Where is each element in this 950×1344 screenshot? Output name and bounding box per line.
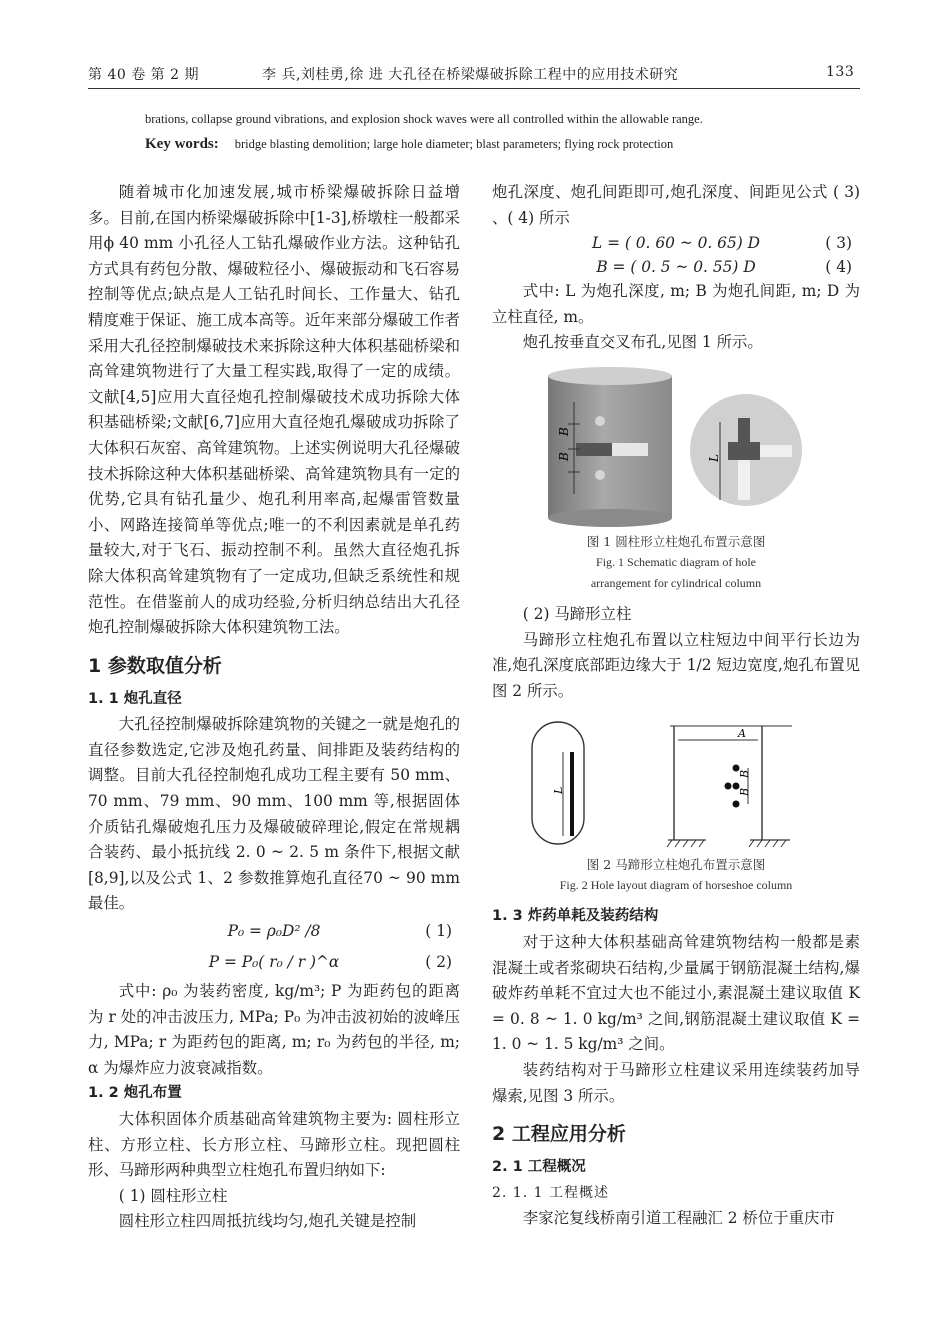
equation-3-body: L = ( 0. 60 ~ 0. 65) D (591, 234, 761, 253)
equation-2 (88, 945, 460, 979)
equation-4-body: B = ( 0. 5 ~ 0. 55) D (596, 258, 756, 277)
section-1-1-heading: 1. 1 炮孔直径 (88, 690, 182, 707)
equation-1-body: P₀ = ρ₀D² /8 (227, 922, 321, 941)
label-B-fig2-1: B (738, 770, 751, 779)
equation-definitions-2: 式中: L 为炮孔深度, m; B 为炮孔间距, m; D 为立柱直径, m。 (492, 282, 860, 326)
abstract-tail: brations, collapse ground vibrations, and explosion shock waves were all controlled within the allowable range. (145, 112, 703, 126)
left-column (88, 180, 460, 1235)
hole-center-light (612, 443, 648, 456)
label-A: A (738, 727, 746, 741)
equation-1-number: ( 1) (425, 922, 452, 941)
figure-2-caption-cn: 图 2 马蹄形立柱炮孔布置示意图 (586, 857, 766, 873)
label-B-2: B (557, 452, 571, 461)
intro-paragraph: 随着城市化加速发展,城市桥梁爆破拆除日益增多。目前,在国内桥梁爆破拆除中[1-3],桥墩柱一般都采用ϕ 40 mm 小孔径人工钻孔爆破作业方法。这种钻孔方式具有药包分散、爆破粒径小、爆破振动和飞石容易控制等优点;缺点是人工钻孔时间长、工作量大、钻孔精度难于保证、施工成本高等。近年来部分爆破工作者采用大孔径控制爆破技术来拆除这种大体积基础桥梁和高耸建筑物进行了大量工程实践,取得了一定的成绩。文献[4,5]应用大直径炮孔控制爆破技术成功拆除大体积基础桥梁;文献[6,7]应用大直径炮孔爆破成功拆除了大体积石灰窑、高耸建筑物。上述实例说明大孔径爆破技术拆除这种大体积基础桥梁、高耸建筑物具有一定的优势,它具有钻孔量少、炮孔利用率高,起爆雷管数量小、网路连接简单等优点;唯一的不利因素就是单孔药量较大,对于飞石、振动控制不利。虽然大直径炮孔拆除大体积高耸建筑物有了一定成功,但缺乏系统性和规范性。在借鉴前人的成功经验,分析归纳总结出大孔径炮孔控制爆破拆除大体积建筑物工法。 (88, 183, 460, 637)
figure-2 (492, 720, 860, 848)
equation-3-number: ( 3) (825, 234, 852, 253)
equation-4 (492, 255, 860, 279)
item-cylindrical-column: ( 1) 圆柱形立柱 (118, 1186, 228, 1205)
running-title: 李 兵,刘桂勇,徐 进 大孔径在桥梁爆破拆除工程中的应用技术研究 (262, 67, 679, 83)
keywords-label: Key words: (145, 136, 219, 152)
section-2-1-1-paragraph: 李家沱复线桥南引道工程融汇 2 桥位于重庆市 (522, 1209, 835, 1228)
label-B-fig2-2: B (738, 788, 751, 797)
section-1-3-heading: 1. 3 炸药单耗及装药结构 (492, 908, 659, 925)
figure-1-diagram (492, 362, 860, 527)
page-number: 133 (826, 64, 855, 80)
section-2-1-1-heading: 2. 1. 1 工程概述 (492, 1184, 609, 1201)
equation-2-number: ( 2) (425, 953, 452, 972)
ground-hatch (667, 840, 786, 847)
item-horseshoe-column: ( 2) 马蹄形立柱 (522, 604, 632, 623)
figure-2-caption-en: Fig. 2 Hole layout diagram of horseshoe column (559, 878, 793, 893)
cylinder-top (548, 367, 672, 385)
equation-2-body: P = P₀( r₀ / r )^α (208, 953, 340, 972)
charge-structure-paragraph: 装药结构对于马蹄形立柱建议采用连续装药加导爆索,见图 3 所示。 (492, 1060, 860, 1105)
label-B-1: B (557, 427, 571, 436)
hole-top (595, 416, 605, 426)
item-horseshoe-paragraph: 马蹄形立柱炮孔布置以立柱短边中间平行长边为准,炮孔深度底部距边缘大于 1/2 短边宽度,炮孔布置见图 2 所示。 (492, 630, 860, 700)
hole-dot-3 (733, 801, 740, 808)
vertical-hole-dark (738, 418, 750, 444)
keywords (145, 136, 825, 153)
section-2-1-heading: 2. 1 工程概况 (492, 1159, 586, 1176)
section-1-2-heading: 1. 2 炮孔布置 (88, 1085, 182, 1102)
hole-bottom (595, 470, 605, 480)
section-1-3-paragraph: 对于这种大体积基础高耸建筑物结构一般都是素混凝土或者浆砌块石结构,少量属于钢筋混凝土结构,爆破炸药单耗不宜过大也不能过小,素混凝土建议取值 K = 0. 8 ~ 1. 0 kg/m³ 之间,钢筋混凝土建议取值 K = 1. 0 ~ 1. 5 kg/m³ 之间。 (492, 932, 860, 1054)
section-1-1-paragraph: 大孔径控制爆破拆除建筑物的关键之一就是炮孔的直径参数选定,它涉及炮孔药量、间排距及装药结构的调整。目前大孔径控制炮孔成功工程主要有 50 mm、70 mm、79 mm、90 mm、100 mm 等,根据固体介质钻孔爆破炮孔压力及爆破破碎理论,假定在常规耦合装药、最小抵抗线 2. 0 ~ 2. 5 m 条件下,根据文献[8,9],以及公式 1、2 参数推算炮孔直径70 ~ 90 mm 最佳。 (88, 715, 460, 913)
figure-1-intro: 炮孔按垂直交叉布孔,见图 1 所示。 (522, 333, 763, 352)
figure-2-diagram (492, 720, 860, 848)
right-column (492, 180, 860, 1232)
item-cylindrical-paragraph: 圆柱形立柱四周抵抗线均匀,炮孔关键是控制 (118, 1212, 417, 1231)
equation-3 (492, 231, 860, 255)
vertical-hole-light (738, 458, 750, 500)
header-rule (88, 88, 860, 89)
equation-1 (88, 917, 460, 945)
cylinder-bottom (548, 509, 672, 527)
figure-1 (492, 362, 860, 527)
hole-dot-4 (725, 783, 732, 790)
section-2-heading: 2 工程应用分析 (492, 1123, 626, 1146)
keywords-text: bridge blasting demolition; large hole diameter; blast parameters; flying rock protection (234, 137, 674, 151)
figure-1-caption-cn: 图 1 圆柱形立柱炮孔布置示意图 (586, 533, 766, 549)
continued-paragraph: 炮孔深度、炮孔间距即可,炮孔深度、间距见公式 ( 3) 、( 4) 所示 (492, 183, 860, 227)
equation-4-number: ( 4) (825, 258, 852, 277)
cross-hole-center (728, 442, 760, 460)
section-1-2-paragraph: 大体积固体介质基础高耸建筑物主要为: 圆柱形立柱、方形立柱、长方形立柱、马蹄形立柱。现把圆柱形、马蹄形两种典型立柱炮孔布置归纳如下: (88, 1110, 460, 1180)
figure-1-caption-en-2: arrangement for cylindrical column (590, 575, 762, 590)
section-1-heading: 1 参数取值分析 (88, 654, 222, 677)
cross-hole-right (760, 445, 792, 457)
journal-volume: 第 40 卷 第 2 期 (88, 67, 199, 83)
label-L-fig2: L (552, 787, 565, 795)
equation-definitions: 式中: ρ₀ 为装药密度, kg/m³; P 为距药包的距离为 r 处的冲击波压力, MPa; P₀ 为冲击波初始的波峰压力, MPa; r 为距药包的距离, m; r₀ 为药包的半径, m; α 为爆炸应力波衰减指数。 (88, 982, 460, 1077)
hole-center-dark (576, 443, 612, 456)
label-L-fig1: L (707, 454, 721, 462)
horseshoe-column (532, 722, 584, 844)
figure-1-caption-en-1: Fig. 1 Schematic diagram of hole (596, 554, 756, 569)
